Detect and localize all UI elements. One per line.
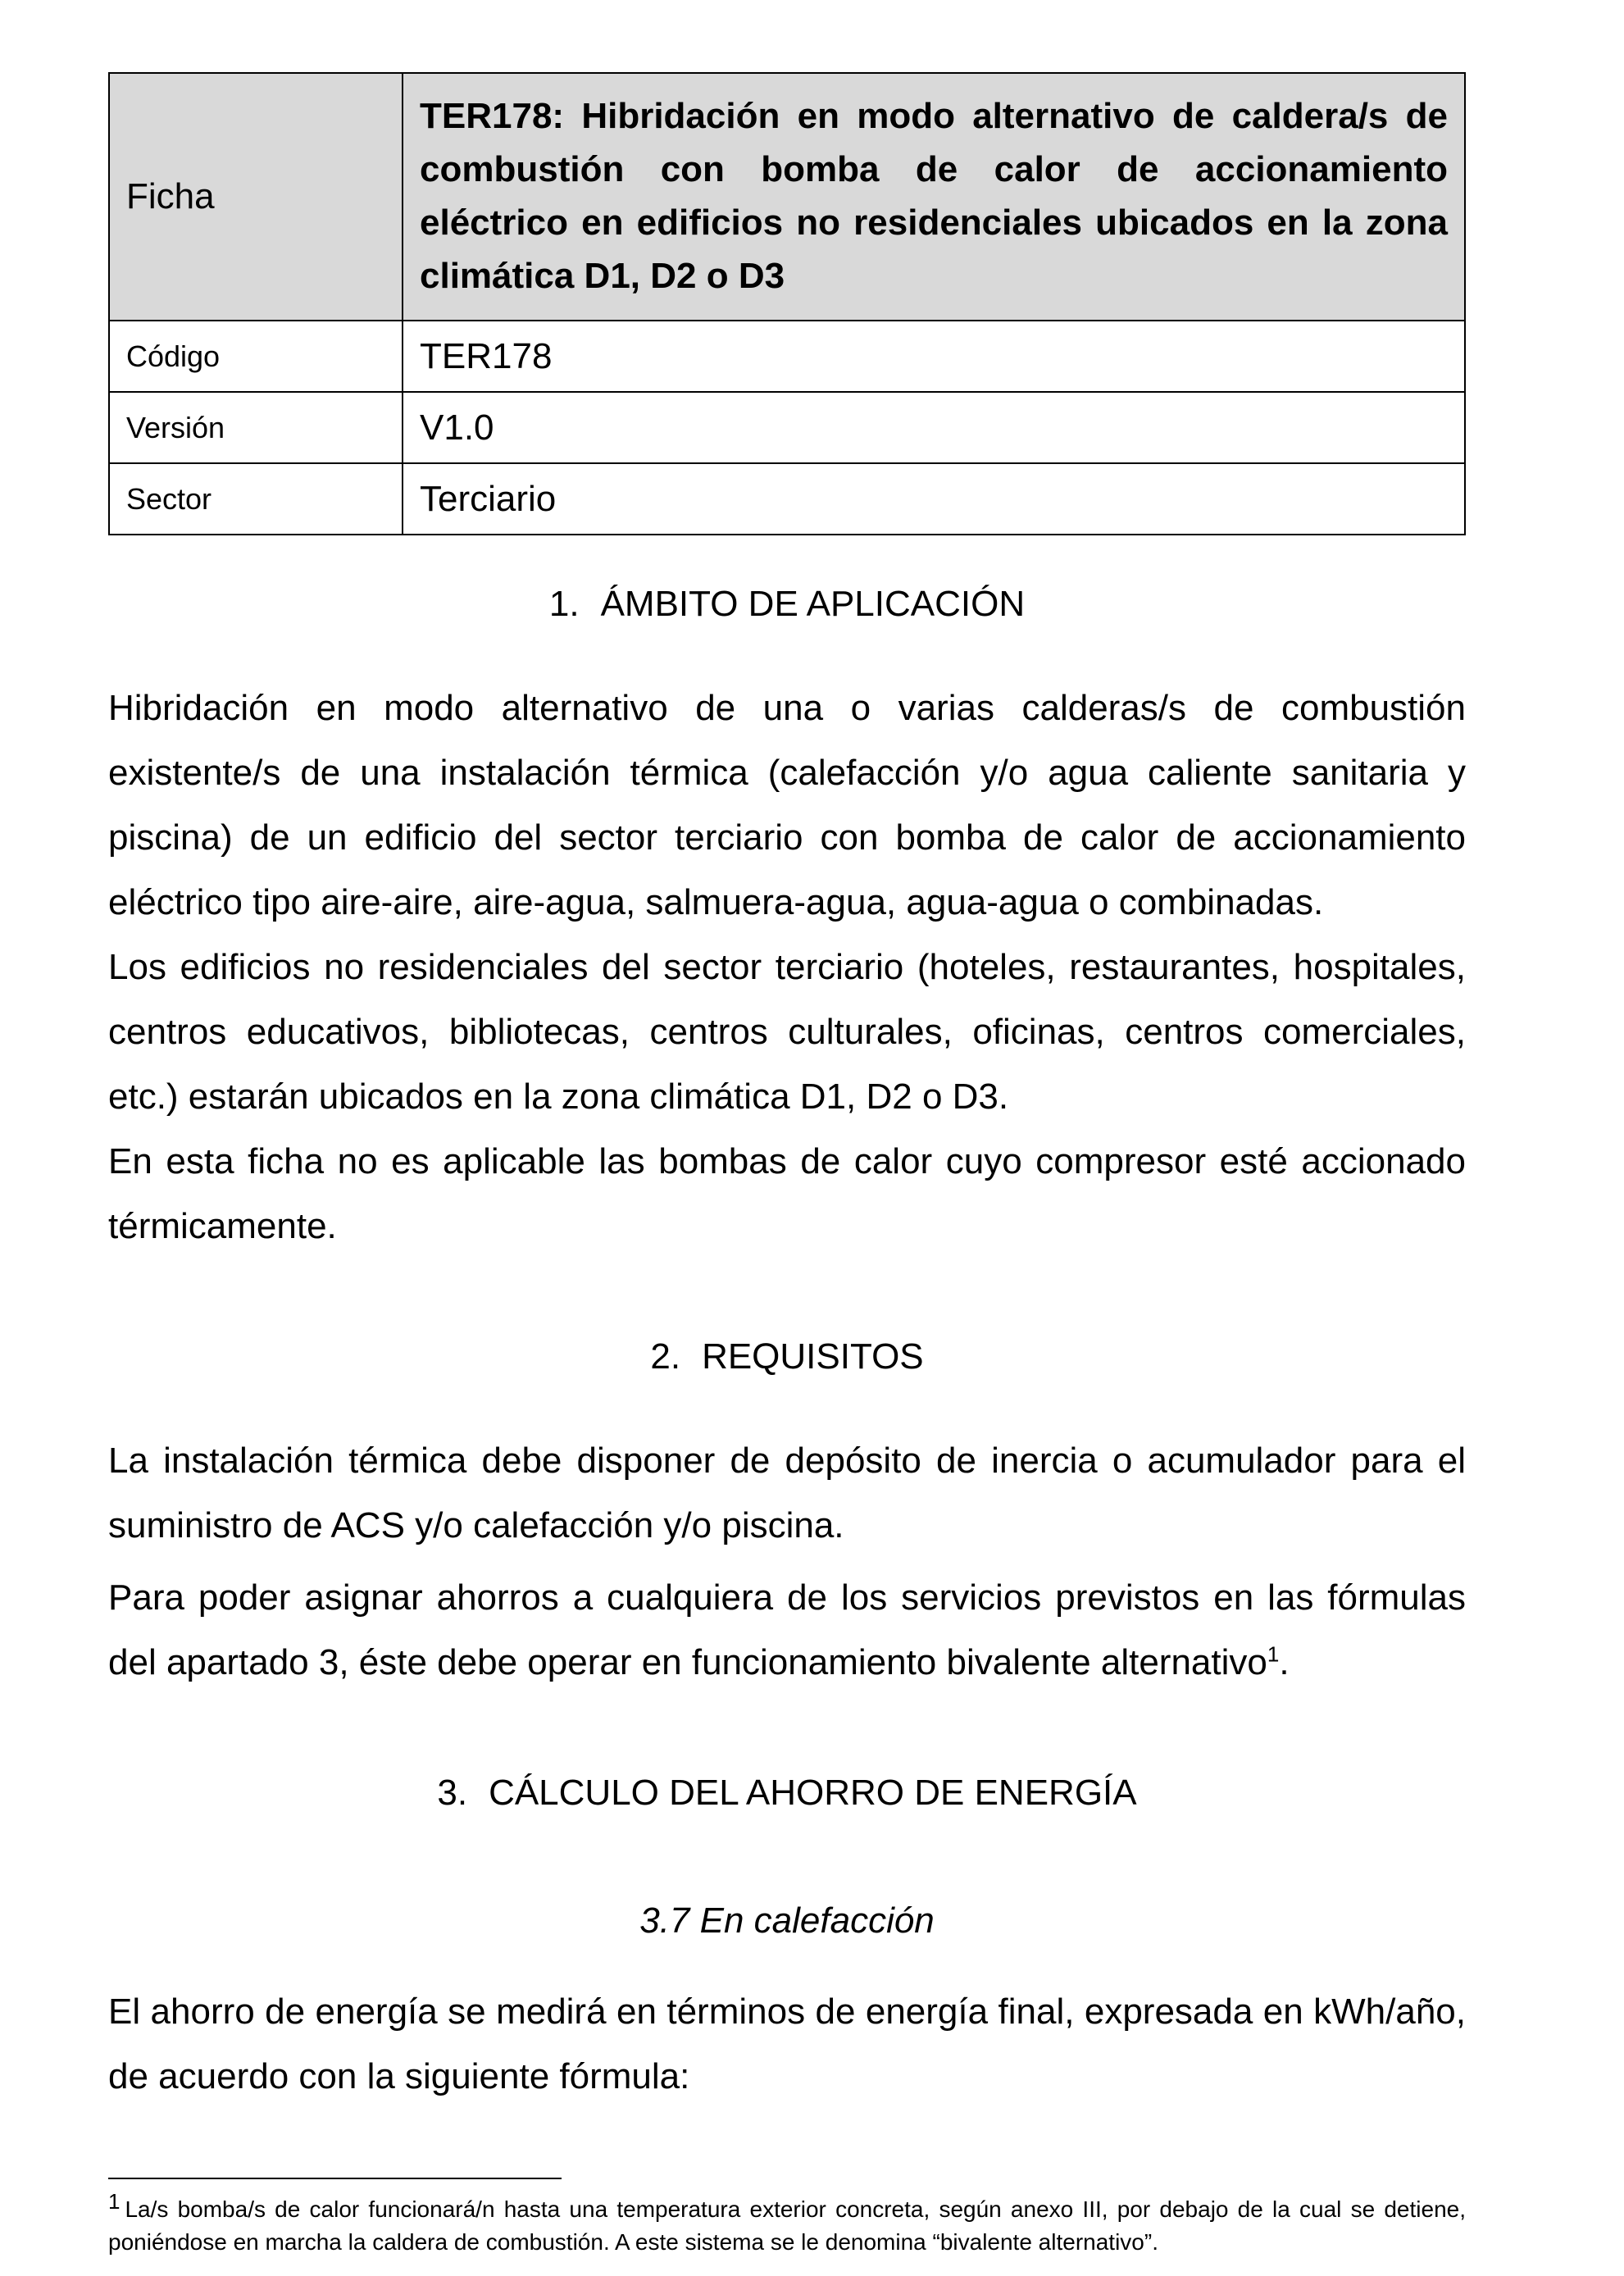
table-row-ficha <box>109 73 1465 321</box>
section-2-heading <box>108 1336 1466 1377</box>
codigo-label: Código <box>109 321 403 392</box>
section-2-paragraph-2-end: . <box>1279 1642 1290 1682</box>
footnote-mark: 1 <box>108 2188 121 2214</box>
section-1-paragraph-3: En esta ficha no es aplicable las bombas de calor cuyo compresor esté accionado térmicamente. <box>108 1141 1466 1246</box>
footnote-text: La/s bomba/s de calor funcionará/n hasta una temperatura exterior concreta, según anexo III, por debajo de la cual se detiene, poniéndose en marcha la caldera de combustión. A este sistema se le denomina “bivalente alternativo”. <box>108 2196 1466 2255</box>
section-3-title: CÁLCULO DEL AHORRO DE ENERGÍA <box>489 1773 1137 1813</box>
subsection-3-7-title: 3.7 En calefacción <box>639 1900 935 1941</box>
section-3-number: 3. <box>437 1773 468 1813</box>
section-1-heading <box>108 584 1466 625</box>
section-2-paragraph-2-text: Para poder asignar ahorros a cualquiera de los servicios previstos en las fórmulas del apartado 3, éste debe operar en funcionamiento bivalente alternativo <box>108 1577 1466 1682</box>
footnote <box>108 2188 1466 2259</box>
codigo-value: TER178 <box>403 321 1465 392</box>
section-1-paragraph-2: Los edificios no residenciales del sector terciario (hoteles, restaurantes, hospitales, centros educativos, bibliotecas, centros culturales, oficinas, centros comerciales, etc.) estarán ubicados en la zona climática D1, D2 o D3. <box>108 947 1466 1117</box>
section-1-number: 1. <box>548 584 580 624</box>
ficha-title: TER178: Hibridación en modo alternativo de caldera/s de combustión con bomba de calor de accionamiento eléctrico en edificios no residenciales ubicados en la zona climática D1, D2 o D3 <box>403 73 1465 321</box>
version-label: Versión <box>109 392 403 463</box>
sector-value: Terciario <box>403 463 1465 535</box>
ficha-label: Ficha <box>109 73 403 321</box>
table-row-version <box>109 392 1465 463</box>
table-row-codigo <box>109 321 1465 392</box>
section-2-paragraph-1: La instalación térmica debe disponer de depósito de inercia o acumulador para el suministro de ACS y/o calefacción y/o piscina. <box>108 1441 1466 1545</box>
ficha-table <box>108 72 1466 535</box>
table-row-sector <box>109 463 1465 535</box>
footnote-separator <box>108 2178 562 2179</box>
section-1-title: ÁMBITO DE APLICACIÓN <box>600 584 1026 624</box>
footnote-reference[interactable]: 1 <box>1267 1641 1280 1667</box>
section-1-paragraph-1: Hibridación en modo alternativo de una o varias calderas/s de combustión existente/s de una instalación térmica (calefacción y/o agua caliente sanitaria y piscina) de un edificio del sector terciario con bomba de calor de accionamiento eléctrico tipo aire-aire, aire-agua, salmuera-agua, agua-agua o combinadas. <box>108 688 1466 922</box>
section-2-number: 2. <box>650 1336 681 1377</box>
version-value: V1.0 <box>403 392 1465 463</box>
section-3-heading <box>108 1773 1466 1814</box>
section-3-paragraph: El ahorro de energía se medirá en términos de energía final, expresada en kWh/año, de acuerdo con la siguiente fórmula: <box>108 1991 1466 2096</box>
section-2-title: REQUISITOS <box>702 1336 924 1377</box>
section-2-paragraph-2 <box>108 1565 1466 1695</box>
sector-label: Sector <box>109 463 403 535</box>
